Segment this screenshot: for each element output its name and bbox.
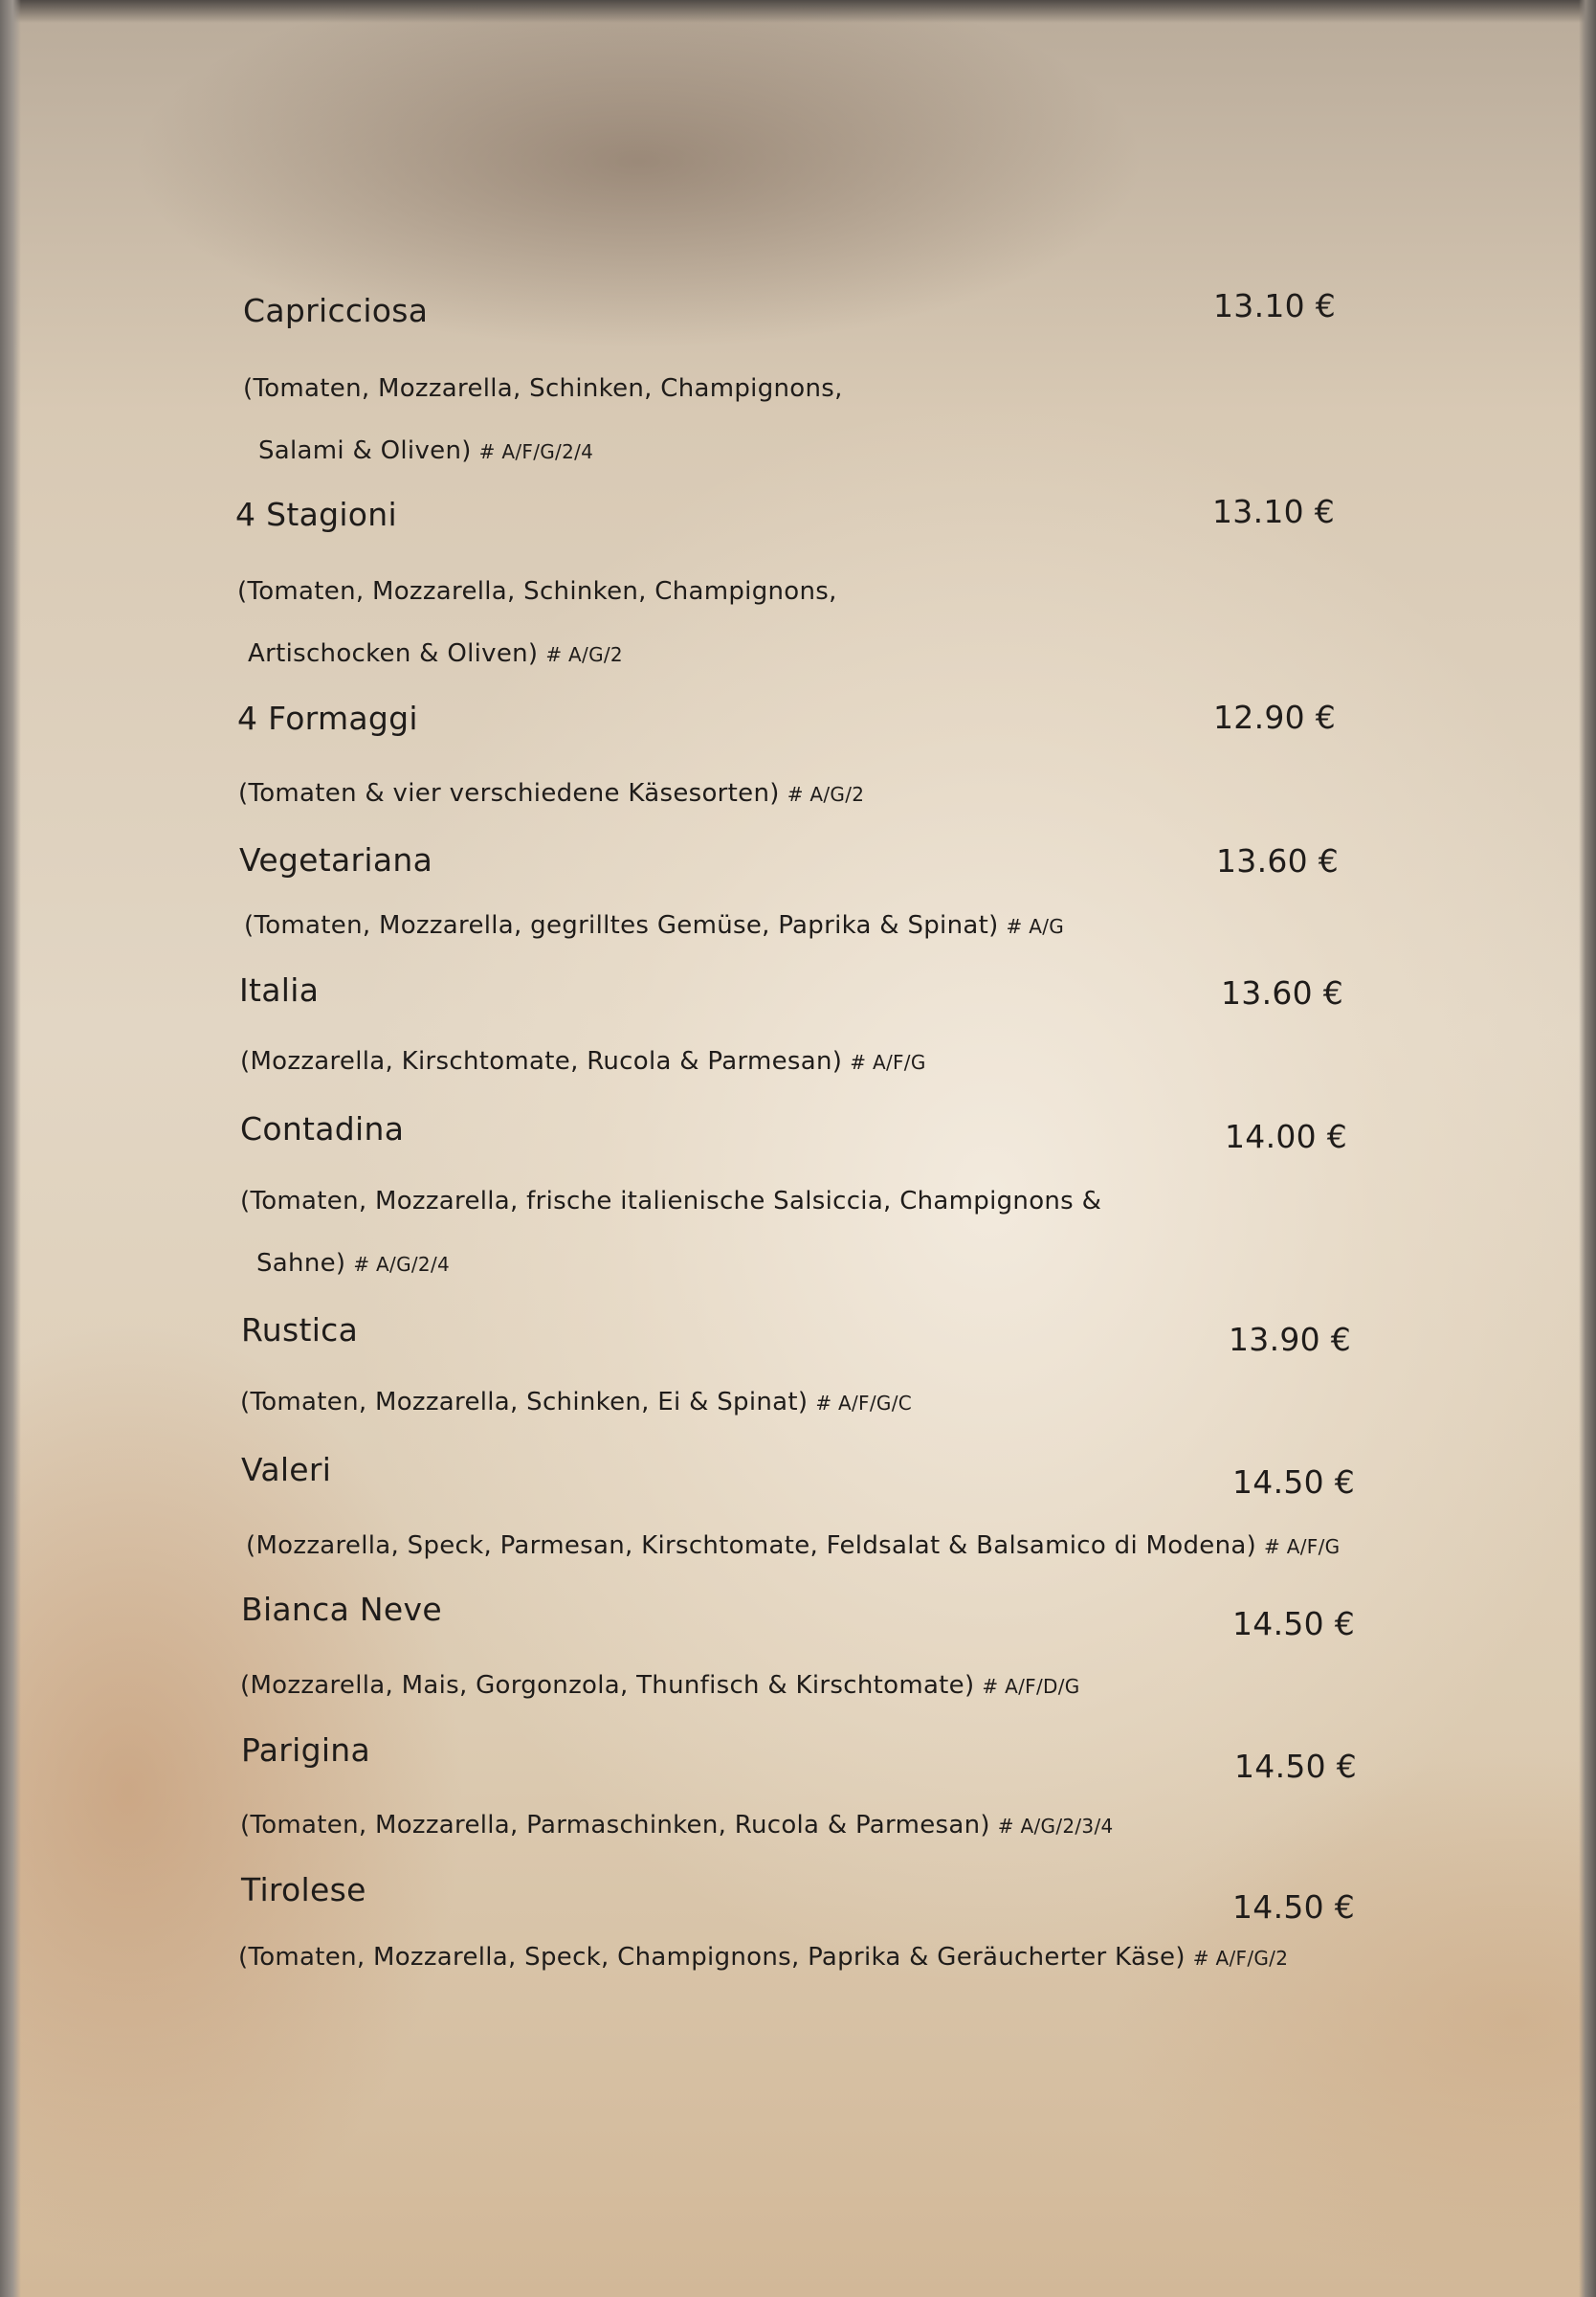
item-desc-tirolese: (Tomaten, Mozzarella, Speck, Champignons, Paprika & Geräucherter Käse) # A/F/G/2 <box>238 1943 1289 1972</box>
allergen-codes: # A/F/G <box>1264 1535 1341 1558</box>
item-desc-contadina-line2: Sahne) # A/G/2/4 <box>256 1249 451 1278</box>
allergen-codes: # A/G/2/4 <box>353 1253 451 1276</box>
item-desc-4-stagioni-line2: Artischocken & Oliven) # A/G/2 <box>248 639 623 668</box>
item-name-4-stagioni: 4 Stagioni <box>235 496 397 533</box>
allergen-codes: # A/F/G/2/4 <box>478 440 594 463</box>
item-desc-contadina-line1: (Tomaten, Mozzarella, frische italienische Salsiccia, Champignons & <box>240 1187 1102 1215</box>
allergen-codes: # A/G/2 <box>545 643 623 666</box>
item-name-parigina: Parigina <box>241 1731 371 1769</box>
item-price-rustica: 13.90 € <box>1229 1321 1352 1358</box>
item-name-vegetariana: Vegetariana <box>239 841 433 879</box>
item-desc-rustica: (Tomaten, Mozzarella, Schinken, Ei & Spinat) # A/F/G/C <box>240 1388 912 1416</box>
item-price-tirolese: 14.50 € <box>1232 1888 1356 1926</box>
item-desc-capricciosa-line1: (Tomaten, Mozzarella, Schinken, Champignons, <box>243 374 843 403</box>
item-price-capricciosa: 13.10 € <box>1213 287 1337 324</box>
item-desc-vegetariana: (Tomaten, Mozzarella, gegrilltes Gemüse, Paprika & Spinat) # A/G <box>244 911 1065 940</box>
allergen-codes: # A/G/2 <box>787 783 865 806</box>
item-desc-parigina: (Tomaten, Mozzarella, Parmaschinken, Rucola & Parmesan) # A/G/2/3/4 <box>240 1811 1114 1840</box>
item-price-parigina: 14.50 € <box>1234 1748 1358 1785</box>
item-price-bianca-neve: 14.50 € <box>1232 1605 1356 1642</box>
allergen-codes: # A/F/G/C <box>815 1392 912 1415</box>
item-desc-capricciosa-line2: Salami & Oliven) # A/F/G/2/4 <box>258 436 594 465</box>
item-name-4-formaggi: 4 Formaggi <box>237 700 418 737</box>
item-name-contadina: Contadina <box>240 1110 405 1148</box>
item-desc-valeri: (Mozzarella, Speck, Parmesan, Kirschtomate, Feldsalat & Balsamico di Modena) # A/F/G <box>246 1531 1341 1560</box>
item-price-italia: 13.60 € <box>1221 974 1344 1012</box>
item-name-rustica: Rustica <box>241 1311 359 1349</box>
item-name-capricciosa: Capricciosa <box>243 292 429 329</box>
item-price-contadina: 14.00 € <box>1225 1118 1348 1155</box>
item-price-vegetariana: 13.60 € <box>1216 842 1340 880</box>
item-name-bianca-neve: Bianca Neve <box>241 1591 442 1628</box>
allergen-codes: # A/G/2/3/4 <box>997 1815 1114 1838</box>
item-name-italia: Italia <box>239 971 320 1009</box>
item-price-valeri: 14.50 € <box>1232 1463 1356 1501</box>
allergen-codes: # A/G <box>1006 915 1065 938</box>
item-name-valeri: Valeri <box>241 1451 332 1488</box>
item-desc-4-formaggi: (Tomaten & vier verschiedene Käsesorten) # A/G/2 <box>238 779 865 808</box>
allergen-codes: # A/F/D/G <box>982 1675 1080 1698</box>
item-desc-italia: (Mozzarella, Kirschtomate, Rucola & Parmesan) # A/F/G <box>240 1047 926 1076</box>
item-price-4-formaggi: 12.90 € <box>1213 699 1337 736</box>
item-desc-4-stagioni-line1: (Tomaten, Mozzarella, Schinken, Champignons, <box>237 577 837 606</box>
item-desc-bianca-neve: (Mozzarella, Mais, Gorgonzola, Thunfisch & Kirschtomate) # A/F/D/G <box>240 1671 1080 1700</box>
item-name-tirolese: Tirolese <box>241 1871 366 1908</box>
allergen-codes: # A/F/G <box>850 1051 926 1074</box>
allergen-codes: # A/F/G/2 <box>1192 1947 1289 1970</box>
item-price-4-stagioni: 13.10 € <box>1212 493 1336 530</box>
